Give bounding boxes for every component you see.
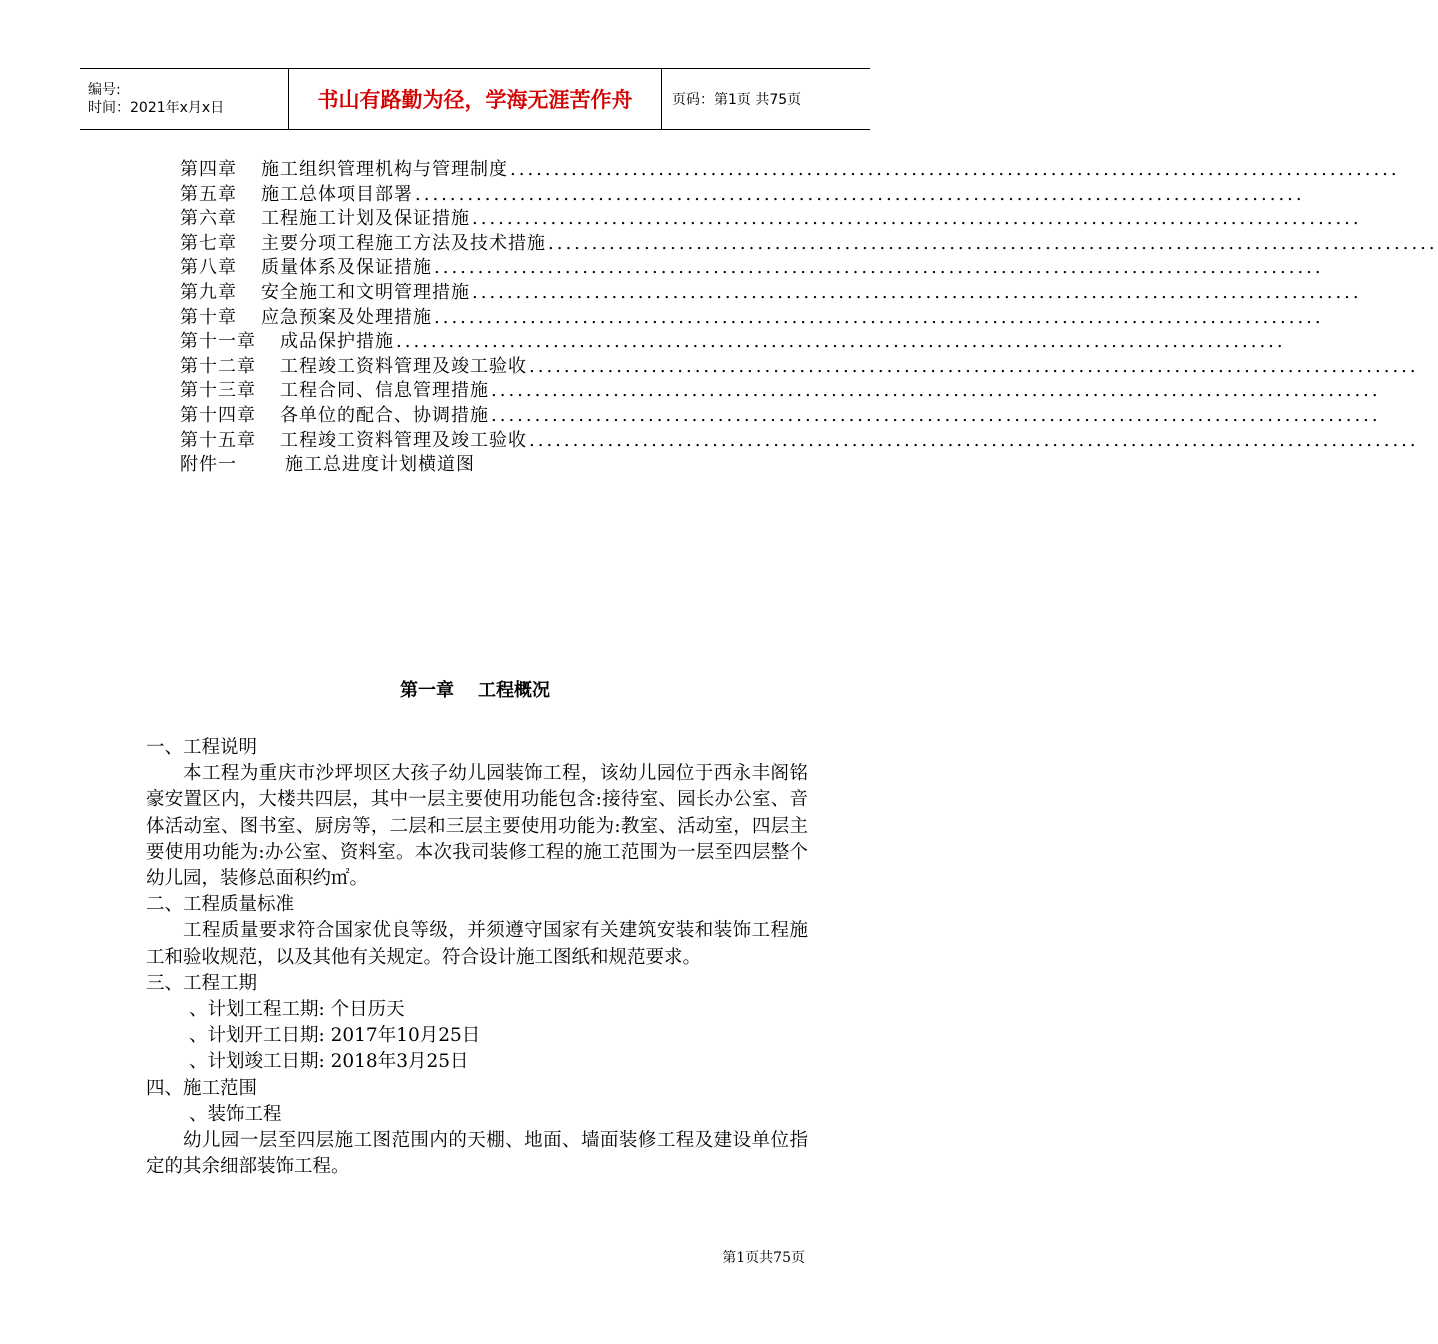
toc-entry (180, 253, 1324, 279)
toc-chapter-number: 附件一 (180, 454, 237, 476)
toc-entry (180, 401, 1381, 426)
toc-leader-dots: ...................................................................................................... (434, 306, 1324, 328)
toc-entry (180, 155, 1400, 180)
table-of-contents (180, 155, 1438, 476)
toc-chapter-title: 施工总进度计划横道图 (285, 454, 475, 476)
toc-entry (180, 327, 1286, 353)
toc-chapter-number: 第十二章 (180, 355, 256, 377)
toc-leader-dots: ...................................................................................................... (529, 429, 1419, 451)
toc-entry (180, 204, 1362, 230)
section-heading: 三、工程工期 (146, 972, 258, 994)
toc-leader-dots: ...................................................................................................... (472, 281, 1362, 303)
toc-entry (180, 450, 802, 475)
toc-leader-dots: ...................................................................................................... (491, 380, 1381, 402)
toc-leader-dots: ...................................................................................................... (510, 159, 1400, 180)
toc-chapter-title: 工程竣工资料管理及竣工验收 (280, 429, 527, 451)
toc-chapter-number: 第十三章 (180, 380, 256, 402)
toc-chapter-number: 第八章 (180, 257, 237, 279)
chapter-heading (0, 676, 950, 702)
toc-chapter-number: 第四章 (180, 159, 237, 180)
toc-chapter-title: 工程竣工资料管理及竣工验收 (280, 355, 527, 377)
toc-leader-dots: ...................................................................................................... (529, 355, 1419, 377)
toc-leader-dots: ...................................................................................................... (396, 331, 1286, 353)
toc-chapter-title: 施工组织管理机构与管理制度 (261, 159, 508, 180)
toc-chapter-title: 安全施工和文明管理措施 (261, 281, 470, 303)
toc-chapter-number: 第五章 (180, 183, 237, 205)
doc-number-label: 编号: (88, 82, 121, 98)
section-heading: 一、工程说明 (146, 737, 258, 758)
section-heading: 二、工程质量标准 (146, 894, 295, 916)
toc-chapter-title: 应急预案及处理措施 (261, 306, 432, 328)
page-footer (722, 1247, 805, 1267)
toc-chapter-number: 第十五章 (180, 429, 256, 451)
toc-leader-dots: ...................................................................................................... (472, 208, 1362, 230)
header-meta (80, 69, 289, 129)
toc-leader-dots: ...................................................................................................... (548, 232, 1438, 254)
toc-chapter-title: 工程施工计划及保证措施 (261, 208, 470, 230)
list-item: 、装饰工程 (189, 1103, 282, 1125)
list-item: 、计划开工日期: 2017年10月25日 (189, 1025, 481, 1047)
toc-chapter-title: 成品保护措施 (280, 331, 394, 353)
toc-chapter-number: 第十四章 (180, 404, 256, 426)
paragraph: 工程质量要求符合国家优良等级，并须遵守国家有关建筑安装和装饰工程施工和验收规范，以及其他有关规定。符合设计施工图纸和规范要求。 (146, 920, 808, 968)
section-heading: 四、施工范围 (146, 1077, 258, 1099)
doc-date: 时间：2021年x月x日 (88, 100, 225, 116)
toc-chapter-title: 主要分项工程施工方法及技术措施 (261, 232, 546, 254)
chapter-number: 第一章 (400, 680, 454, 701)
header-motto (289, 69, 662, 129)
toc-leader-dots: ...................................................................................................... (434, 257, 1324, 279)
toc-entry (180, 426, 1419, 451)
toc-chapter-number: 第七章 (180, 232, 237, 254)
toc-chapter-number: 第十章 (180, 306, 237, 328)
toc-chapter-title: 各单位的配合、协调措施 (280, 404, 489, 426)
list-item: 、计划竣工日期: 2018年3月25日 (189, 1051, 469, 1073)
toc-chapter-title: 质量体系及保证措施 (261, 257, 432, 279)
toc-entry (180, 180, 1305, 205)
page-indicator: 页码：第1页 共75页 (672, 92, 802, 108)
toc-leader-dots: ...................................................................................................... (491, 404, 1381, 426)
page-header (80, 68, 870, 130)
toc-chapter-number: 第十一章 (180, 331, 256, 353)
document-body (146, 735, 808, 1180)
paragraph: 本工程为重庆市沙坪坝区大孩子幼儿园装饰工程，该幼儿园位于西永丰阁铭豪安置区内，大楼共四层，其中一层主要使用功能包含:接待室、园长办公室、音体活动室、图书室、厨房等，二层和三层主要使用功能为:教室、活动室，四层主要使用功能为:办公室、资料室。本次我司装修工程的施工范围为一层至四层整个幼儿园，装修总面积约㎡。 (146, 763, 808, 890)
toc-leader-dots: ...................................................................................................... (415, 183, 1305, 205)
toc-entry (180, 229, 1438, 254)
motto-text: 书山有路勤为径，学海无涯苦作舟 (317, 88, 633, 112)
toc-entry (180, 376, 1381, 402)
toc-chapter-number: 第九章 (180, 281, 237, 303)
toc-chapter-title: 施工总体项目部署 (261, 183, 413, 205)
toc-entry (180, 303, 1324, 328)
toc-entry (180, 278, 1362, 303)
toc-chapter-title: 工程合同、信息管理措施 (280, 380, 489, 402)
list-item: 、计划工程工期: 个日历天 (189, 999, 405, 1021)
chapter-title-text: 工程概况 (478, 680, 550, 701)
toc-chapter-number: 第六章 (180, 208, 237, 230)
paragraph: 幼儿园一层至四层施工图范围内的天棚、地面、墙面装修工程及建设单位指定的其余细部装饰工程。 (146, 1130, 808, 1178)
header-page (662, 69, 870, 129)
footer-page-number: 第1页共75页 (722, 1250, 805, 1266)
toc-entry (180, 352, 1419, 377)
